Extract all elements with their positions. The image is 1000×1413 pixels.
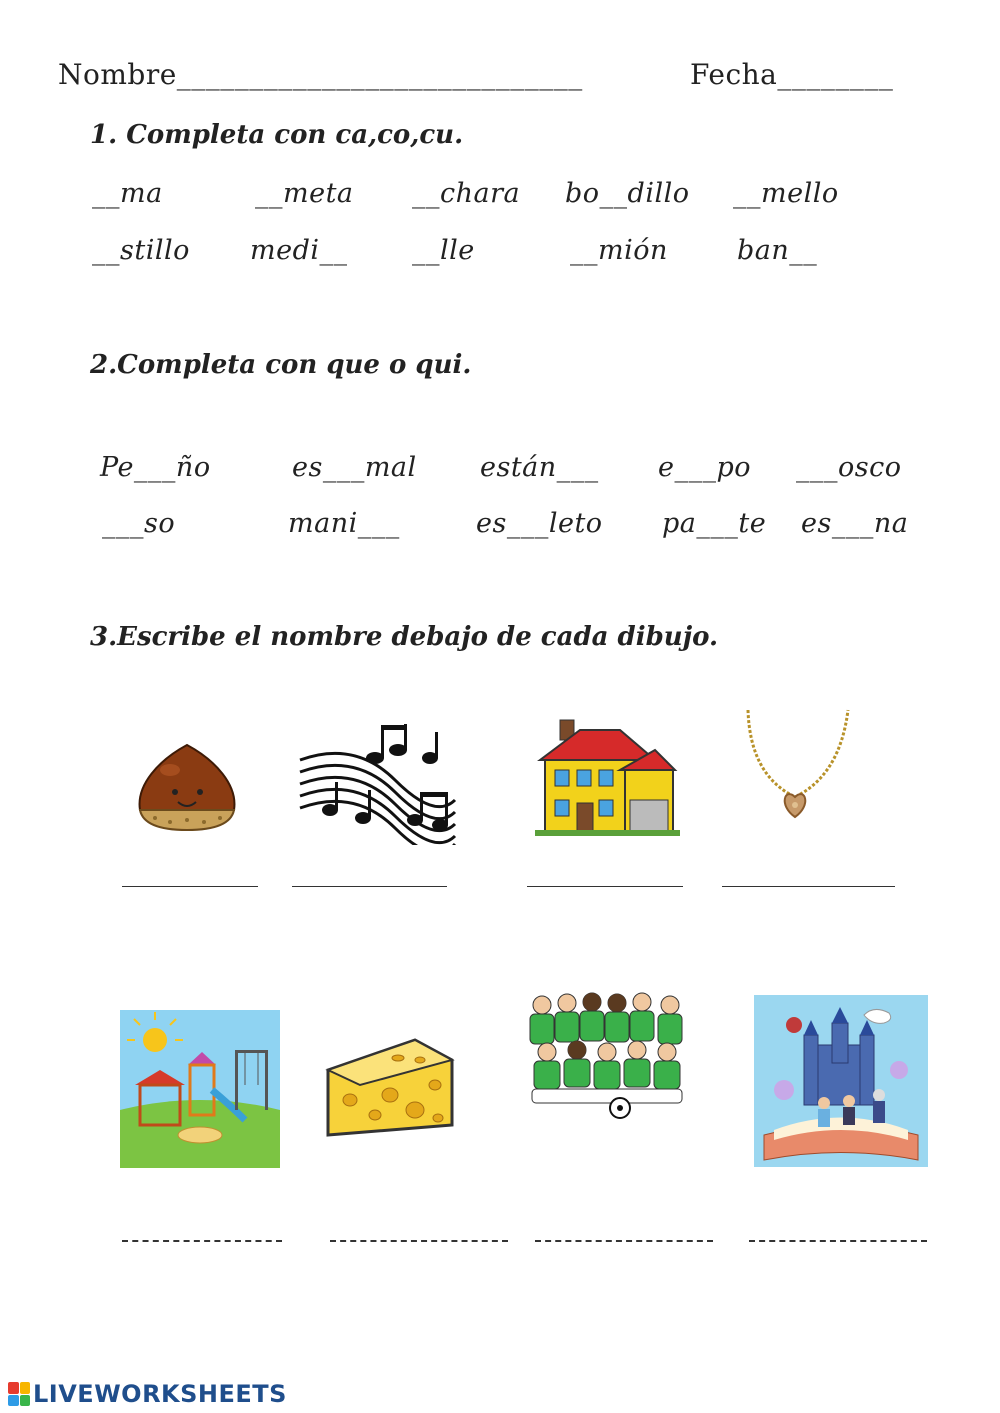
answer-line[interactable] (722, 886, 895, 887)
exercise-word[interactable]: pa___te (662, 508, 767, 539)
exercise-word[interactable]: medi__ (250, 235, 348, 266)
exercise-word[interactable]: e___po (658, 452, 752, 483)
section1-title: 1. Completa con ca,co,cu. (90, 120, 464, 150)
answer-line[interactable] (527, 886, 683, 887)
exercise-word[interactable]: bo__dillo (565, 178, 690, 209)
section2-title: 2.Completa con que o qui. (90, 350, 472, 380)
brand-logo (8, 1380, 287, 1408)
exercise-word[interactable]: ban__ (737, 235, 818, 266)
exercise-word[interactable]: mani___ (288, 508, 400, 539)
playground-icon (120, 1010, 280, 1168)
answer-line[interactable] (292, 886, 447, 887)
brand-text: LIVEWORKSHEETS (33, 1380, 287, 1408)
exercise-word[interactable]: es___leto (476, 508, 603, 539)
exercise-word[interactable]: __chara (412, 178, 521, 209)
exercise-word[interactable]: es___mal (292, 452, 417, 483)
answer-line[interactable] (122, 1240, 282, 1242)
exercise-word[interactable]: __lle (412, 235, 475, 266)
storybook-icon (754, 995, 928, 1167)
music-notes-icon (295, 720, 460, 845)
cheese-icon (320, 1030, 460, 1145)
answer-line[interactable] (749, 1240, 927, 1242)
exercise-word[interactable]: __stillo (92, 235, 190, 266)
exercise-word[interactable]: ___so (102, 508, 176, 539)
exercise-word[interactable]: ___osco (796, 452, 902, 483)
answer-line[interactable] (330, 1240, 508, 1242)
answer-line[interactable] (122, 886, 258, 887)
exercise-word[interactable]: Pe___ño (100, 452, 211, 483)
exercise-word[interactable]: __meta (255, 178, 354, 209)
football-team-icon (522, 990, 694, 1120)
brand-mark-icon (8, 1382, 30, 1406)
fecha-label: Fecha________ (690, 58, 894, 91)
nombre-label: Nombre____________________________ (58, 58, 583, 91)
section3-title: 3.Escribe el nombre debajo de cada dibujo. (90, 622, 719, 652)
necklace-icon (740, 705, 855, 835)
exercise-word[interactable]: es___na (801, 508, 909, 539)
chestnut-icon (130, 740, 245, 835)
exercise-word[interactable]: __mello (733, 178, 839, 209)
answer-line[interactable] (535, 1240, 713, 1242)
exercise-word[interactable]: __ma (92, 178, 163, 209)
exercise-word[interactable]: __mión (570, 235, 668, 266)
house-icon (525, 715, 685, 840)
exercise-word[interactable]: están___ (480, 452, 599, 483)
